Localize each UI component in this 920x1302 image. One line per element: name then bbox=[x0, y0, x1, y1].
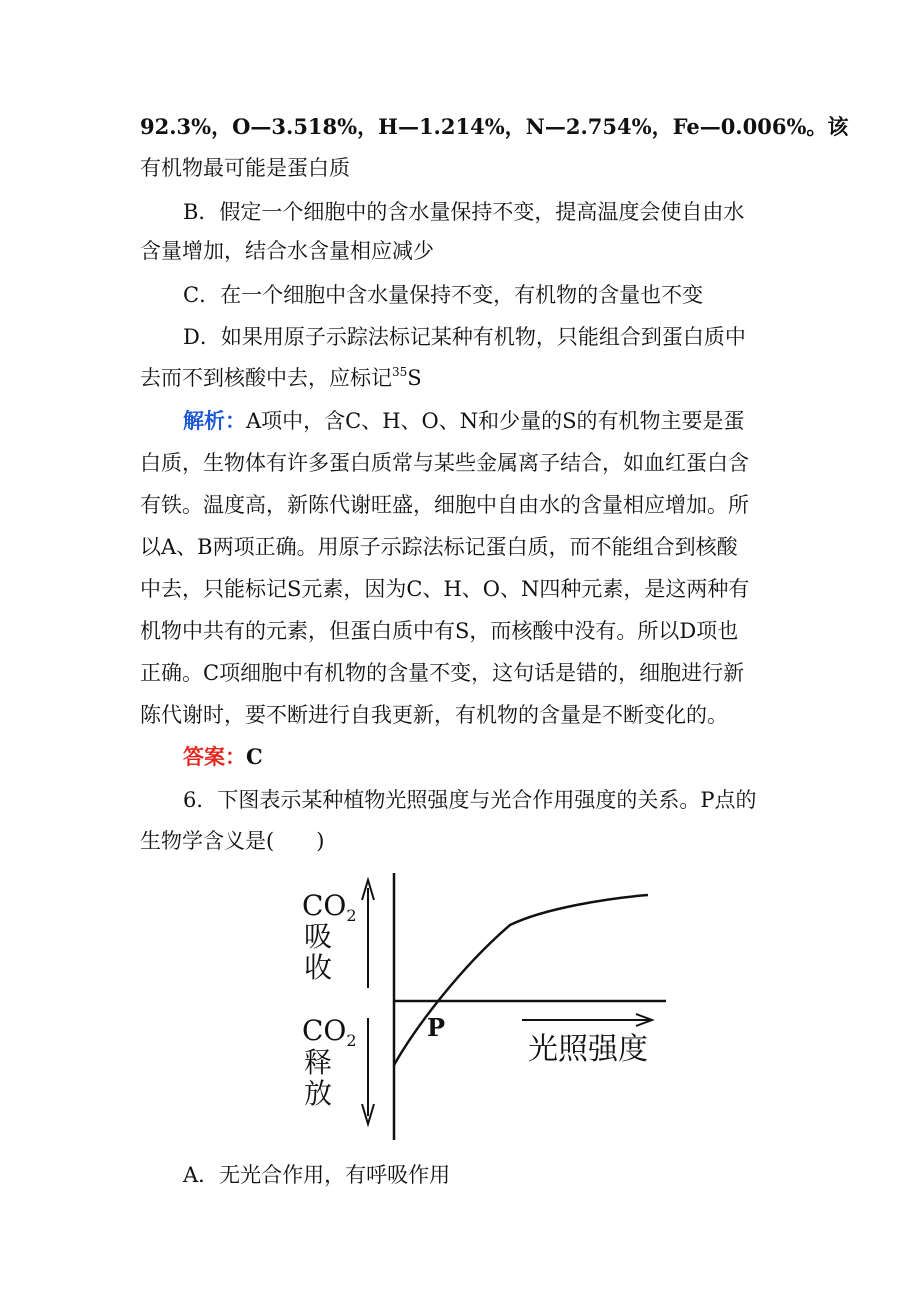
analysis-label: 解析： bbox=[183, 408, 246, 433]
analysis-text-1: A项中，含C、H、O、N和少量的S的有机物主要是蛋 bbox=[246, 409, 745, 433]
question-6-line-1: 6．下图表示某种植物光照强度与光合作用强度的关系。P点的 bbox=[183, 788, 757, 812]
point-p-label: P bbox=[427, 1013, 446, 1042]
option-a-text-continued: 92.3%，O—3.518%，H—1.214%，N—2.754%，Fe—0.006%。该 bbox=[140, 114, 849, 139]
analysis-line-6: 机物中共有的元素，但蛋白质中有S，而核酸中没有。所以D项也 bbox=[140, 619, 739, 643]
answer-line bbox=[183, 742, 263, 772]
answer-value: C bbox=[246, 744, 263, 769]
analysis-line-1 bbox=[183, 406, 745, 436]
answer-label: 答案： bbox=[183, 744, 246, 769]
analysis-line-4: 以A、B两项正确。用原子示踪法标记蛋白质，而不能组合到核酸 bbox=[140, 535, 738, 559]
analysis-line-2: 白质，生物体有许多蛋白质常与某些金属离子结合，如血红蛋白含 bbox=[140, 451, 749, 475]
y-label-release-1: 释 bbox=[304, 1046, 333, 1079]
option-d-text: D．如果用原子示踪法标记某种有机物，只能组合到蛋白质中 bbox=[183, 325, 746, 349]
isotope-superscript: 35 bbox=[392, 365, 408, 379]
analysis-line-8: 陈代谢时，要不断进行自我更新，有机物的含量是不断变化的。 bbox=[140, 703, 728, 727]
question-6-line-2: 生物学含义是( ) bbox=[140, 829, 325, 853]
analysis-line-5: 中去，只能标记S元素，因为C、H、O、N四种元素，是这两种有 bbox=[140, 577, 750, 601]
option-b-text-end: 含量增加，结合水含量相应减少 bbox=[140, 239, 434, 263]
option-c-text: C．在一个细胞中含水量保持不变，有机物的含量也不变 bbox=[183, 283, 704, 307]
y-label-absorb-2: 收 bbox=[304, 951, 333, 984]
option-d-text-end bbox=[140, 363, 422, 393]
light-photosynthesis-graph bbox=[290, 868, 680, 1153]
isotope-element: S bbox=[407, 366, 422, 390]
x-axis-label: 光照强度 bbox=[528, 1032, 648, 1067]
analysis-line-7: 正确。C项细胞中有机物的含量不变，这句话是错的，细胞进行新 bbox=[140, 661, 745, 685]
y-label-co2-top: $CO_2$ bbox=[302, 889, 357, 925]
y-label-absorb-1: 吸 bbox=[304, 920, 333, 953]
option-a-text-end: 有机物最可能是蛋白质 bbox=[140, 156, 350, 180]
option-d-text-main: 去而不到核酸中去，应标记 bbox=[140, 366, 392, 390]
y-label-release-2: 放 bbox=[304, 1077, 333, 1110]
y-label-co2-bottom: $CO_2$ bbox=[302, 1014, 357, 1050]
option-a-line: A．无光合作用，有呼吸作用 bbox=[183, 1163, 451, 1187]
option-b-text: B．假定一个细胞中的含水量保持不变，提高温度会使自由水 bbox=[183, 200, 745, 224]
analysis-line-3: 有铁。温度高，新陈代谢旺盛，细胞中自由水的含量相应增加。所 bbox=[140, 493, 749, 517]
